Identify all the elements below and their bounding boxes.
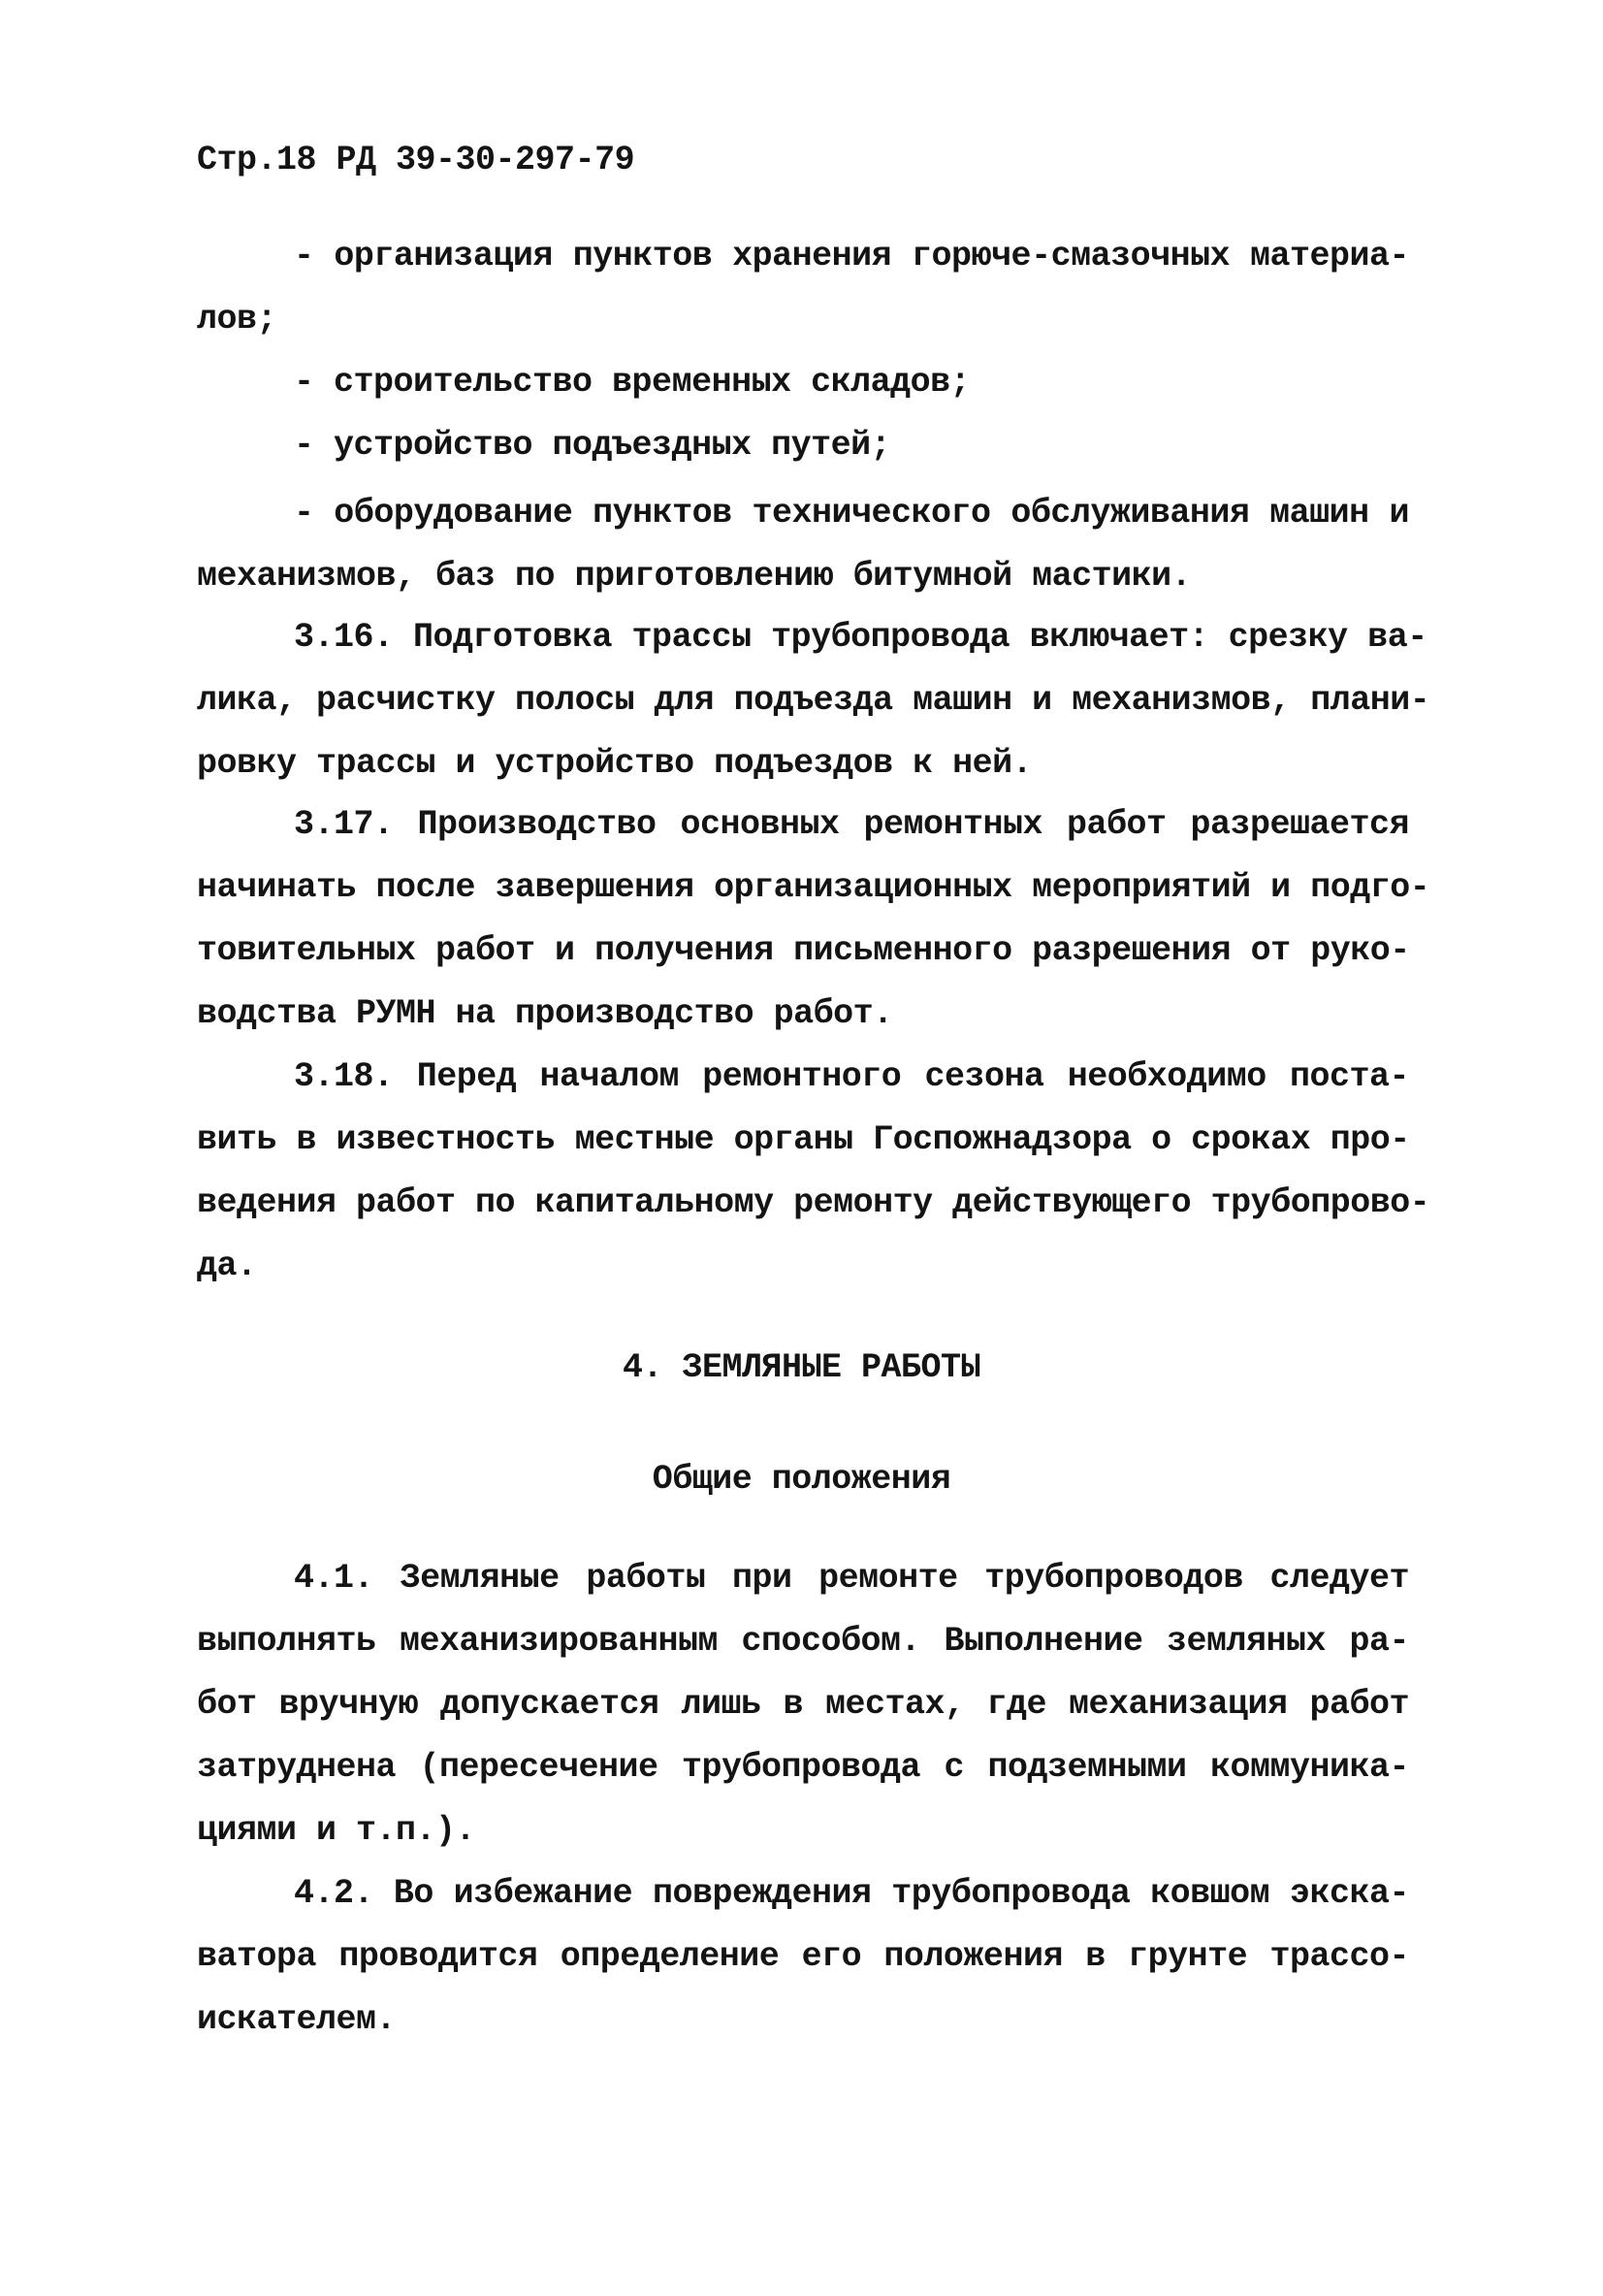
text-line: 4.1. Земляные работы при ремонте трубопроводов следует [294,1559,1409,1598]
paragraph-4-2 [197,1862,1409,2052]
text-line: циями и т.п.). [197,1811,476,1850]
text-line: начинать после завершения организационных мероприятий и подго- [197,868,1430,907]
text-line: затруднена (пересечение трубопровода с подземными коммуника- [197,1748,1409,1787]
text-line: водства РУМН на производство работ. [197,994,893,1033]
subsection-title: Общие положения [652,1460,951,1499]
paragraph-3-18 [197,1046,1430,1298]
text-line: товительных работ и получения письменного разрешения от руко- [197,931,1410,970]
text-line: ровку трассы и устройство подъездов к ней. [197,744,1033,783]
text-line: вить в известность местные органы Госпожнадзора о сроках про- [197,1120,1410,1159]
paragraph-3-17 [197,793,1430,1046]
text-line: да. [197,1246,257,1285]
bullet-item [197,351,1409,414]
text-line: - устройство подъездных путей; [294,426,891,465]
text-line: - оборудование пунктов технического обслуживания машин и [294,494,1409,533]
text-line: лов; [197,300,277,339]
bullet-item [197,482,1409,608]
text-line: 3.17. Производство основных ремонтных работ разрешается [294,805,1409,844]
text-line: 4.2. Во избежание повреждения трубопровода ковшом экска- [294,1874,1409,1913]
text-line: ватора проводится определение его положения в грунте трассо- [197,1937,1409,1976]
bullet-item [197,414,1409,477]
text-line: ведения работ по капитальному ремонту действующего трубопрово- [197,1183,1430,1222]
text-line: 3.16. Подготовка трассы трубопровода включает: срезку ва- [294,618,1427,657]
page-header: Стр.18 РД 39-30-297-79 [197,141,635,179]
text-line: бот вручную допускается лишь в местах, где механизация работ [197,1685,1409,1724]
text-line: искателем. [197,2000,397,2039]
paragraph-4-1 [197,1547,1409,1862]
text-line: лика, расчистку полосы для подъезда машин и механизмов, плани- [197,681,1430,720]
section-title: 4. ЗЕМЛЯНЫЕ РАБОТЫ [622,1348,981,1387]
text-line: выполнять механизированным способом. Выполнение земляных ра- [197,1622,1409,1661]
text-line: - организация пунктов хранения горюче-смазочных материа- [294,237,1409,275]
paragraph-3-16 [197,606,1430,795]
text-line: механизмов, баз по приготовлению битумной мастики. [197,557,1192,596]
text-line: - строительство временных складов; [294,363,971,402]
bullet-item [197,225,1409,351]
text-line: 3.18. Перед началом ремонтного сезона необходимо поста- [294,1057,1409,1096]
